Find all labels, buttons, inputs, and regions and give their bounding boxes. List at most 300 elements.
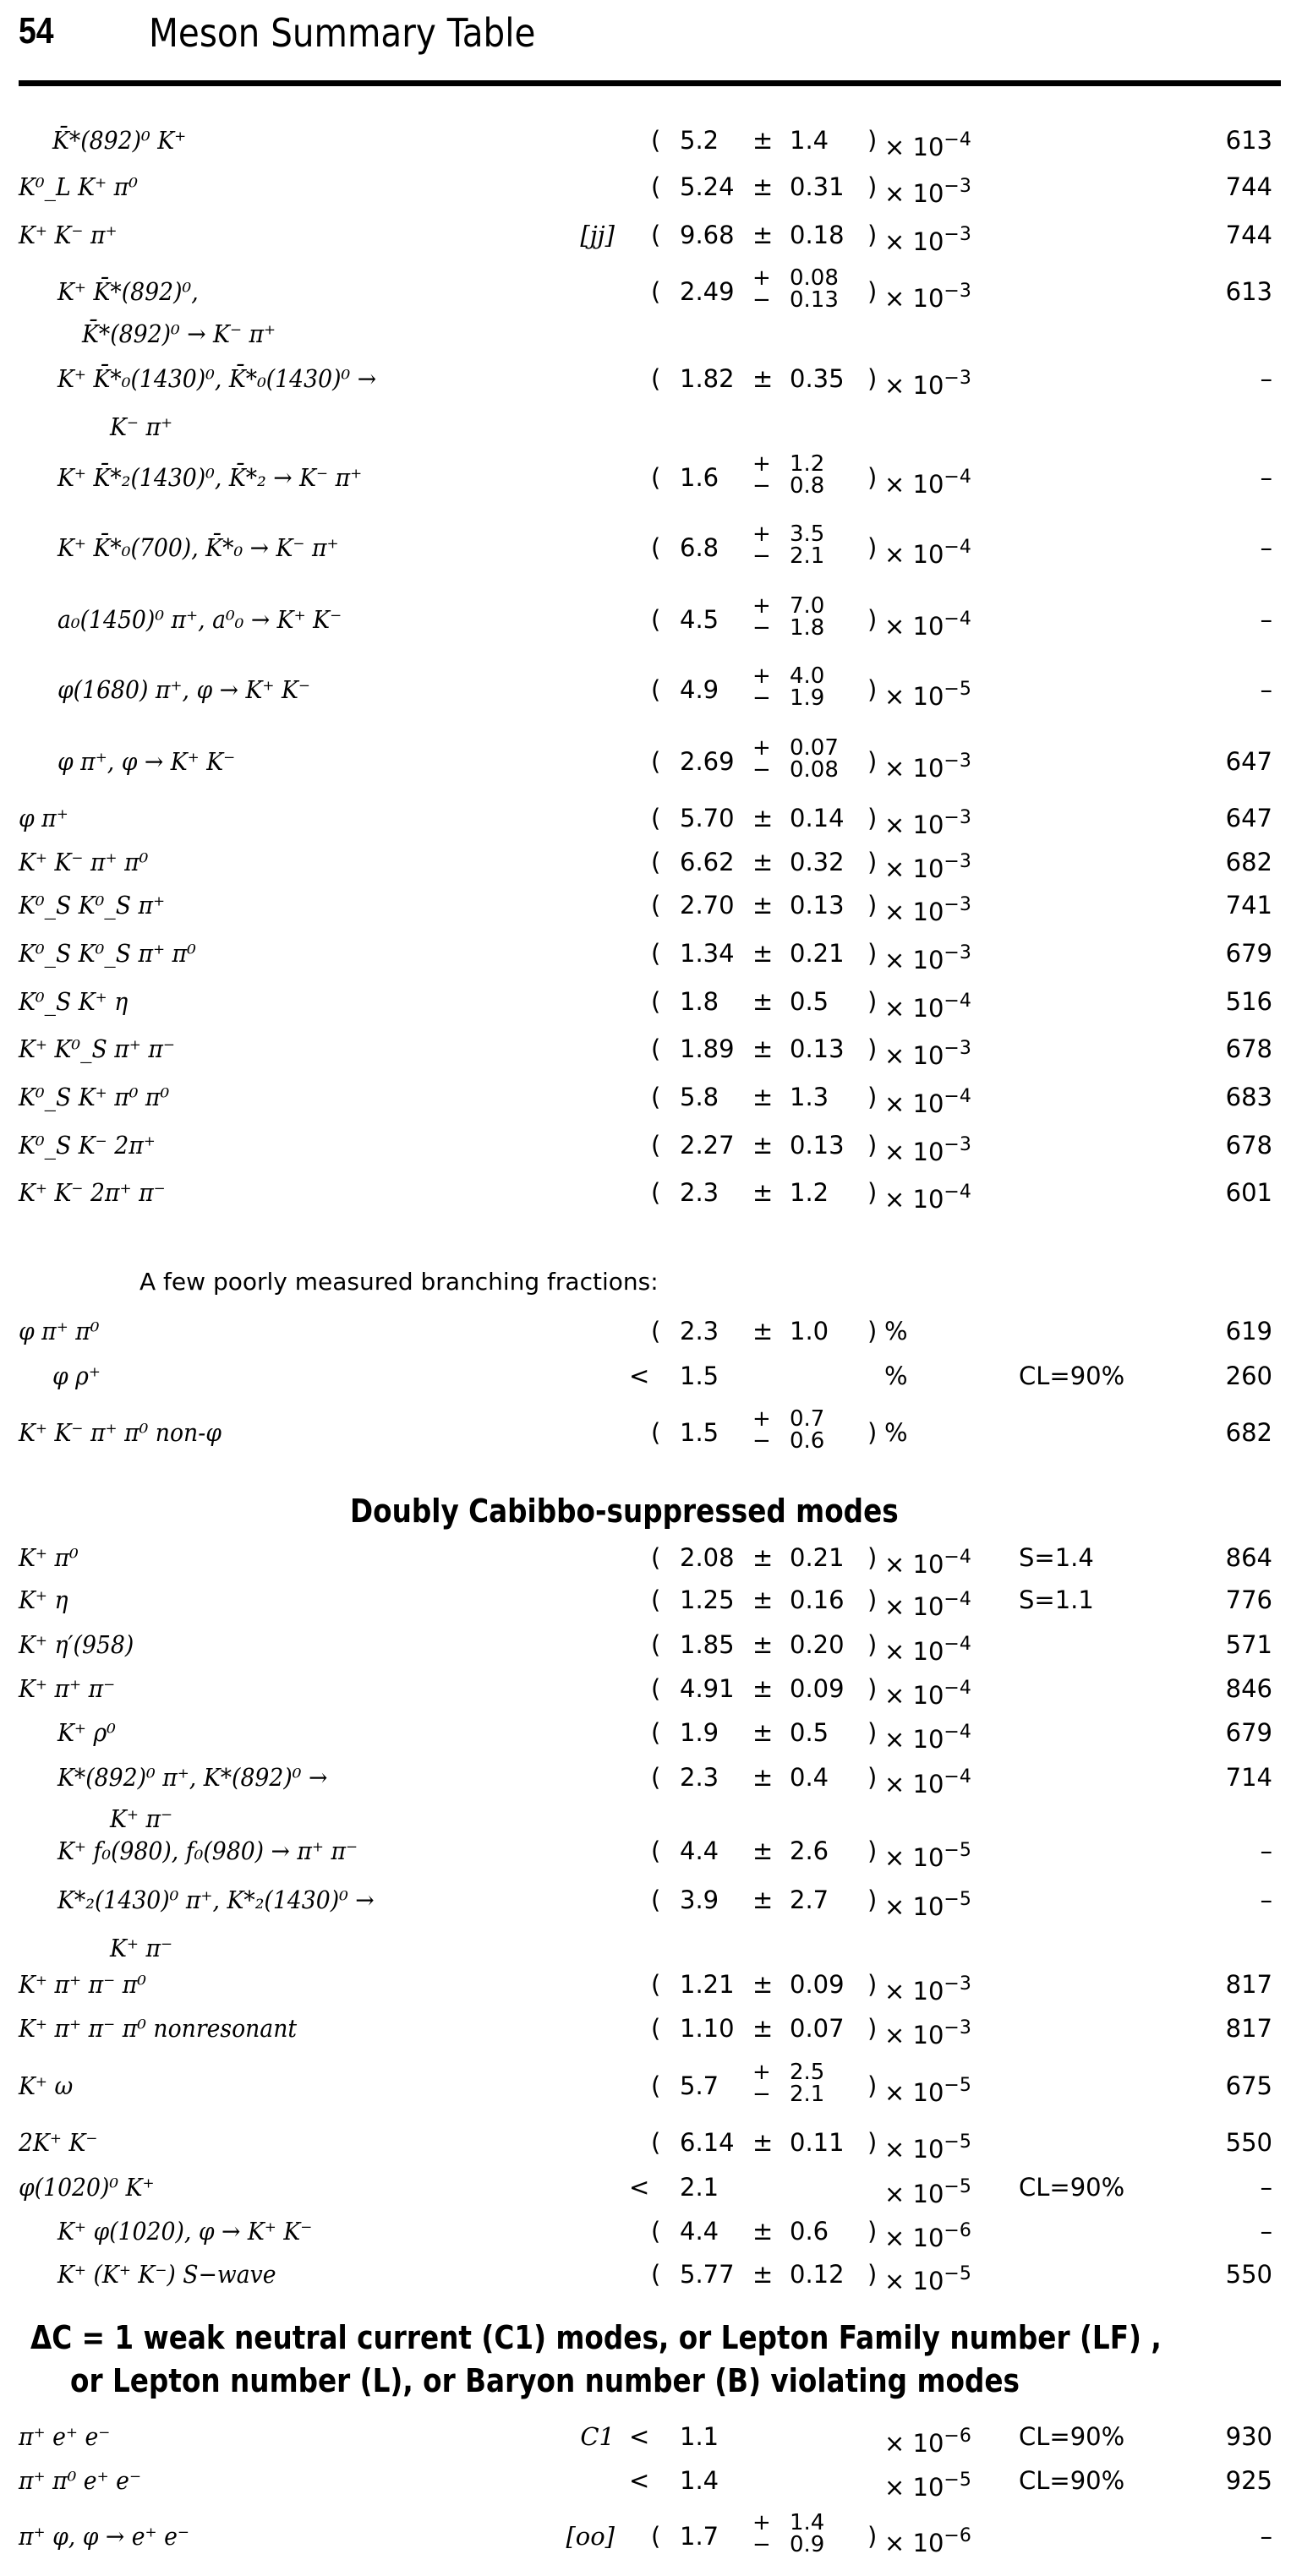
momentum-value: – [1260, 2173, 1272, 2202]
error-plus: 1.4 [790, 2510, 825, 2535]
decay-mode: K̄*(892)⁰ K⁺ [52, 126, 187, 155]
unit-base: × 10 [884, 946, 944, 974]
momentum-value: 647 [1225, 747, 1272, 776]
plus-minus-sign: ± [752, 939, 774, 968]
momentum-value: 744 [1225, 172, 1272, 201]
decay-mode-continuation: K⁻ π⁺ [110, 412, 173, 441]
decay-mode: φ π⁺ π⁰ [19, 1317, 100, 1345]
plus-minus-sign: ± [752, 364, 774, 393]
open-paren: ( [651, 2071, 661, 2100]
unit-exponent: −5 [944, 1889, 971, 1910]
close-paren: ) [867, 126, 878, 155]
error-value: 1.3 [790, 1083, 829, 1111]
close-paren: ) [867, 2260, 878, 2289]
unit-exponent: −3 [944, 894, 971, 915]
momentum-value: – [1260, 1836, 1272, 1865]
table-row [0, 1406, 1291, 1454]
close-paren: ) [867, 1836, 878, 1865]
momentum-value: – [1260, 364, 1272, 393]
unit-base: × 10 [884, 1637, 944, 1666]
branching-value: 4.91 [680, 1674, 735, 1703]
unit [884, 803, 971, 840]
open-paren: ( [651, 2217, 661, 2246]
scale-or-cl: CL=90% [1019, 2173, 1125, 2202]
plus-minus-sign: ± [752, 1886, 774, 1914]
unit-base: × 10 [884, 179, 944, 208]
momentum-value: 679 [1225, 1718, 1272, 1747]
table-row [0, 2421, 1291, 2458]
plus-minus-sign: ± [752, 1836, 774, 1865]
error-value: 0.13 [790, 1131, 845, 1160]
minus-sign: − [752, 2082, 771, 2107]
error-minus: 1.9 [790, 685, 825, 711]
momentum-value: 675 [1225, 2071, 1272, 2100]
unit-base: × 10 [884, 1089, 944, 1118]
unit-base: × 10 [884, 2429, 944, 2458]
table-row [0, 2216, 1291, 2250]
plus-minus-sign: ± [752, 1763, 774, 1792]
plus-sign: + [752, 2060, 771, 2085]
open-paren: ( [651, 1178, 661, 1207]
decay-mode: K*₂(1430)⁰ π⁺, K*₂(1430)⁰ → [57, 1886, 375, 1914]
table-row [0, 2510, 1291, 2557]
close-paren: ) [867, 848, 878, 876]
table-row [0, 1542, 1291, 1579]
table-row [0, 663, 1291, 711]
plus-minus-sign: ± [752, 891, 774, 920]
branching-value: 6.62 [680, 848, 735, 876]
minus-sign: − [752, 543, 771, 569]
decay-mode: φ ρ⁺ [52, 1362, 101, 1390]
plus-minus-sign: ± [752, 2217, 774, 2246]
unit [884, 1361, 908, 1391]
error-value: 0.5 [790, 1718, 829, 1747]
momentum-value: 925 [1225, 2466, 1272, 2495]
decay-mode-continuation: K⁺ π⁻ [110, 1934, 173, 1962]
table-row [0, 1177, 1291, 1214]
unit [884, 2259, 971, 2296]
momentum-value: 683 [1225, 1083, 1272, 1111]
table-row [0, 1969, 1291, 2006]
momentum-value: 260 [1225, 1362, 1272, 1390]
branching-value: 1.8 [680, 987, 719, 1016]
unit-exponent: −4 [944, 1722, 971, 1743]
momentum-value: – [1260, 463, 1272, 492]
plus-sign: + [752, 521, 771, 547]
branching-value: 6.14 [680, 2128, 735, 2157]
open-paren: ( [651, 1034, 661, 1063]
table-row [0, 735, 1291, 783]
momentum-value: 817 [1225, 2014, 1272, 2043]
minus-sign: − [752, 685, 771, 711]
unit-base: × 10 [884, 682, 944, 711]
open-paren: ( [651, 463, 661, 492]
open-paren: ( [651, 747, 661, 776]
unit [884, 532, 971, 570]
branching-value: 1.7 [680, 2522, 719, 2551]
table-row [0, 890, 1291, 924]
open-paren: ( [651, 172, 661, 201]
error-value: 0.13 [790, 891, 845, 920]
table-row [0, 220, 1291, 254]
unit [884, 2172, 971, 2209]
close-paren: ) [867, 1886, 878, 1914]
close-paren: ) [867, 1083, 878, 1111]
unit-exponent: −3 [944, 1973, 971, 1995]
error-value: 0.21 [790, 939, 845, 968]
unit-base: × 10 [884, 854, 944, 883]
table-row [0, 1082, 1291, 1116]
decay-mode: K⁺ π⁰ [19, 1543, 79, 1572]
decay-mode: K*(892)⁰ π⁺, K*(892)⁰ → [57, 1763, 328, 1792]
decay-mode: 2K⁺ K⁻ [19, 2128, 98, 2157]
plus-minus-sign: ± [752, 172, 774, 201]
table-row [0, 1361, 1291, 1394]
unit [884, 276, 971, 314]
table-row [0, 451, 1291, 499]
error-plus: 0.08 [790, 265, 839, 291]
less-than-sign: < [629, 2422, 650, 2451]
error-value: 0.31 [790, 172, 845, 201]
momentum-value: – [1260, 1886, 1272, 1914]
decay-mode: K⁺ K⁻ 2π⁺ π⁻ [19, 1178, 166, 1207]
error-plus: 0.07 [790, 735, 839, 761]
close-paren: ) [867, 2522, 878, 2551]
unit-exponent: −3 [944, 1134, 971, 1155]
open-paren: ( [651, 848, 661, 876]
unit-base: × 10 [884, 1138, 944, 1166]
branching-value: 2.70 [680, 891, 735, 920]
page-title: Meson Summary Table [149, 10, 536, 56]
open-paren: ( [651, 221, 661, 249]
violating-modes-heading-line1: ΔC = 1 weak neutral current (C1) modes, or Lepton Family number (LF) , [30, 2319, 1162, 2356]
table-row [0, 1316, 1291, 1350]
unit [884, 938, 971, 975]
decay-mode: K⁺ K̄*₂(1430)⁰, K̄*₂ → K⁻ π⁺ [57, 463, 363, 492]
branching-value: 2.27 [680, 1131, 735, 1160]
unit [884, 1673, 971, 1711]
unit [884, 1585, 971, 1622]
error-value: 0.12 [790, 2260, 845, 2289]
unit-base: × 10 [884, 1977, 944, 2006]
open-paren: ( [651, 1763, 661, 1792]
table-row [0, 2127, 1291, 2164]
plus-sign: + [752, 451, 771, 477]
decay-mode: K⁰_S K⁺ π⁰ π⁰ [19, 1083, 170, 1111]
decay-mode: K⁺ K̄*₀(1430)⁰, K̄*₀(1430)⁰ → [57, 364, 377, 393]
close-paren: ) [867, 1630, 878, 1659]
error-plus: 4.0 [790, 663, 825, 689]
unit-base: × 10 [884, 1592, 944, 1621]
unit-base: × 10 [884, 754, 944, 783]
open-paren: ( [651, 1886, 661, 1914]
decay-mode: K⁰_S K⁻ 2π⁺ [19, 1131, 156, 1160]
branching-value: 5.24 [680, 172, 735, 201]
momentum-value: – [1260, 2217, 1272, 2246]
unit-exponent: −6 [944, 2426, 971, 2447]
decay-mode: K⁺ π⁺ π⁻ π⁰ [19, 1970, 146, 1999]
unit-exponent: −3 [944, 224, 971, 245]
error-value: 1.2 [790, 1178, 829, 1207]
close-paren: ) [867, 1418, 878, 1447]
error-plus: 1.2 [790, 451, 825, 477]
close-paren: ) [867, 1970, 878, 1999]
close-paren: ) [867, 364, 878, 393]
header-rule [19, 80, 1281, 86]
error-minus: 1.8 [790, 615, 825, 641]
momentum-value: 714 [1225, 1763, 1272, 1792]
plus-sign: + [752, 593, 771, 619]
unit-base: × 10 [884, 2267, 944, 2295]
unit-exponent: −3 [944, 2017, 971, 2038]
unit-exponent: −4 [944, 1182, 971, 1203]
unit [884, 2071, 971, 2108]
plus-sign: + [752, 1406, 771, 1432]
unit-exponent: −4 [944, 1589, 971, 1610]
error-value: 0.11 [790, 2128, 845, 2157]
close-paren: ) [867, 2217, 878, 2246]
unit-exponent: −4 [944, 991, 971, 1012]
plus-minus-sign: ± [752, 2014, 774, 2043]
minus-sign: − [752, 757, 771, 783]
plus-minus-sign: ± [752, 1970, 774, 1999]
momentum-value: – [1260, 675, 1272, 704]
branching-value: 5.77 [680, 2260, 735, 2289]
unit-base: × 10 [884, 1185, 944, 1214]
close-paren: ) [867, 987, 878, 1016]
table-row [0, 1885, 1291, 1921]
unit-exponent: −6 [944, 2525, 971, 2546]
branching-value: 2.3 [680, 1317, 719, 1345]
open-paren: ( [651, 1585, 661, 1614]
plus-minus-sign: ± [752, 1543, 774, 1572]
unit [884, 1082, 971, 1119]
open-paren: ( [651, 533, 661, 562]
error-value: 0.35 [790, 364, 845, 393]
footnote-ref: C1 [580, 2422, 615, 2451]
error-minus: 0.8 [790, 473, 825, 499]
unit-exponent: −4 [944, 129, 971, 150]
branching-value: 1.6 [680, 463, 719, 492]
error-value: 1.0 [790, 1317, 829, 1345]
unit-base: × 10 [884, 1550, 944, 1579]
unit-base: × 10 [884, 612, 944, 641]
unit-base: × 10 [884, 2224, 944, 2252]
branching-value: 1.5 [680, 1362, 719, 1390]
unit-base: × 10 [884, 2473, 944, 2502]
error-minus: 0.9 [790, 2532, 825, 2557]
table-row [0, 172, 1291, 208]
plus-minus-sign: ± [752, 1718, 774, 1747]
unit [884, 986, 971, 1023]
table-row [0, 265, 1291, 313]
unit-base: × 10 [884, 2078, 944, 2107]
open-paren: ( [651, 2014, 661, 2043]
unit-exponent: −5 [944, 2470, 971, 2491]
momentum-value: – [1260, 533, 1272, 562]
error-value: 2.6 [790, 1836, 829, 1865]
momentum-value: 678 [1225, 1034, 1272, 1063]
plus-minus-sign: ± [752, 987, 774, 1016]
decay-mode: K⁺ ω [19, 2071, 74, 2100]
error-minus: 2.1 [790, 543, 825, 569]
error-value: 0.07 [790, 2014, 845, 2043]
unit [884, 1542, 971, 1580]
minus-sign: − [752, 1428, 771, 1454]
error-value: 0.13 [790, 1034, 845, 1063]
unit-base: % [884, 1362, 908, 1390]
momentum-value: 571 [1225, 1630, 1272, 1659]
unit-exponent: −4 [944, 1634, 971, 1655]
unit [884, 2013, 971, 2050]
unit-base: % [884, 1418, 908, 1447]
open-paren: ( [651, 1674, 661, 1703]
unit-exponent: −5 [944, 2131, 971, 2153]
plus-minus-sign: ± [752, 2260, 774, 2289]
branching-value: 1.82 [680, 364, 735, 393]
table-row [0, 803, 1291, 837]
error-value: 0.4 [790, 1763, 829, 1792]
unit-exponent: −3 [944, 851, 971, 872]
open-paren: ( [651, 1083, 661, 1111]
unit-base: × 10 [884, 1681, 944, 1710]
error-plus: 7.0 [790, 593, 825, 619]
unit-base: × 10 [884, 1892, 944, 1921]
branching-value: 1.25 [680, 1585, 735, 1614]
unit-exponent: −4 [944, 1678, 971, 1699]
decay-mode: K⁺ π⁺ π⁻ π⁰ nonresonant [19, 2014, 298, 2043]
less-than-sign: < [629, 2466, 650, 2495]
unit-exponent: −5 [944, 2263, 971, 2284]
momentum-value: 776 [1225, 1585, 1272, 1614]
branching-value: 5.2 [680, 126, 719, 155]
decay-mode: K⁺ K⁰_S π⁺ π⁻ [19, 1034, 175, 1063]
unit-base: × 10 [884, 994, 944, 1023]
close-paren: ) [867, 891, 878, 920]
less-than-sign: < [629, 2173, 650, 2202]
decay-mode: K⁺ φ(1020), φ → K⁺ K⁻ [57, 2217, 313, 2246]
unit-exponent: −4 [944, 537, 971, 558]
decay-mode: π⁺ e⁺ e⁻ [19, 2422, 111, 2451]
error-minus: 0.13 [790, 287, 839, 313]
unit-base: × 10 [884, 810, 944, 839]
unit-base: × 10 [884, 227, 944, 256]
table-row [0, 1034, 1291, 1070]
decay-mode: K⁺ π⁺ π⁻ [19, 1674, 116, 1703]
decay-mode: K⁰_S K⁰_S π⁺ [19, 891, 166, 920]
open-paren: ( [651, 1970, 661, 1999]
momentum-value: 744 [1225, 221, 1272, 249]
momentum-value: – [1260, 2522, 1272, 2551]
close-paren: ) [867, 804, 878, 832]
close-paren: ) [867, 2128, 878, 2157]
branching-value: 2.3 [680, 1178, 719, 1207]
unit [884, 2216, 971, 2253]
unit-exponent: −3 [944, 368, 971, 389]
open-paren: ( [651, 605, 661, 634]
poorly-measured-label: A few poorly measured branching fractions: [139, 1268, 659, 1296]
momentum-value: 647 [1225, 804, 1272, 832]
close-paren: ) [867, 605, 878, 634]
branching-value: 1.21 [680, 1970, 735, 1999]
branching-value: 1.5 [680, 1418, 719, 1447]
table-row [0, 2172, 1291, 2206]
table-row [0, 363, 1291, 400]
branching-value: 1.1 [680, 2422, 719, 2451]
momentum-value: 678 [1225, 1131, 1272, 1160]
error-plus: 2.5 [790, 2060, 825, 2085]
plus-sign: + [752, 735, 771, 761]
unit-exponent: −4 [944, 1086, 971, 1107]
open-paren: ( [651, 987, 661, 1016]
momentum-value: 550 [1225, 2260, 1272, 2289]
violating-modes-heading-line2: or Lepton number (L), or Baryon number (B) violating modes [70, 2362, 1020, 2399]
branching-value: 6.8 [680, 533, 719, 562]
branching-value: 5.8 [680, 1083, 719, 1111]
plus-sign: + [752, 265, 771, 291]
error-value: 0.14 [790, 804, 845, 832]
unit-exponent: −6 [944, 2220, 971, 2241]
close-paren: ) [867, 172, 878, 201]
branching-value: 2.1 [680, 2173, 719, 2202]
unit [884, 2465, 971, 2502]
plus-minus-sign: ± [752, 1178, 774, 1207]
open-paren: ( [651, 675, 661, 704]
plus-minus-sign: ± [752, 804, 774, 832]
table-row [0, 1717, 1291, 1754]
unit-exponent: −4 [944, 467, 971, 488]
unit-exponent: −5 [944, 679, 971, 700]
unit-base: × 10 [884, 1725, 944, 1754]
momentum-value: 601 [1225, 1178, 1272, 1207]
open-paren: ( [651, 1131, 661, 1160]
unit-exponent: −4 [944, 609, 971, 630]
branching-value: 2.3 [680, 1763, 719, 1792]
unit-base: × 10 [884, 898, 944, 926]
open-paren: ( [651, 939, 661, 968]
unit-base: × 10 [884, 470, 944, 499]
unit-exponent: −3 [944, 176, 971, 197]
momentum-value: 846 [1225, 1674, 1272, 1703]
open-paren: ( [651, 1418, 661, 1447]
open-paren: ( [651, 126, 661, 155]
decay-mode: K⁺ f₀(980), f₀(980) → π⁺ π⁻ [57, 1836, 358, 1865]
error-value: 0.21 [790, 1543, 845, 1572]
decay-mode: K⁺ K̄*(892)⁰, [57, 277, 199, 306]
branching-value: 1.4 [680, 2466, 719, 2495]
decay-mode: K⁺ (K⁺ K⁻) S−wave [57, 2260, 276, 2289]
unit [884, 125, 971, 162]
scale-or-cl: S=1.1 [1019, 1585, 1094, 1614]
branching-value: 5.7 [680, 2071, 719, 2100]
error-value: 0.09 [790, 1674, 845, 1703]
open-paren: ( [651, 2128, 661, 2157]
unit-exponent: −5 [944, 2075, 971, 2096]
close-paren: ) [867, 939, 878, 968]
decay-mode: φ(1680) π⁺, φ → K⁺ K⁻ [57, 675, 310, 704]
decay-mode: a₀(1450)⁰ π⁺, a⁰₀ → K⁺ K⁻ [57, 605, 342, 634]
decay-mode: π⁺ π⁰ e⁺ e⁻ [19, 2466, 142, 2495]
plus-minus-sign: ± [752, 848, 774, 876]
table-row [0, 593, 1291, 641]
branching-value: 2.08 [680, 1543, 735, 1572]
decay-mode: K⁰_L K⁺ π⁰ [19, 172, 138, 201]
plus-minus-sign: ± [752, 1317, 774, 1345]
momentum-value: 741 [1225, 891, 1272, 920]
branching-value: 1.89 [680, 1034, 735, 1063]
decay-mode: K⁺ K̄*₀(700), K̄*₀ → K⁻ π⁺ [57, 533, 339, 562]
minus-sign: − [752, 287, 771, 313]
